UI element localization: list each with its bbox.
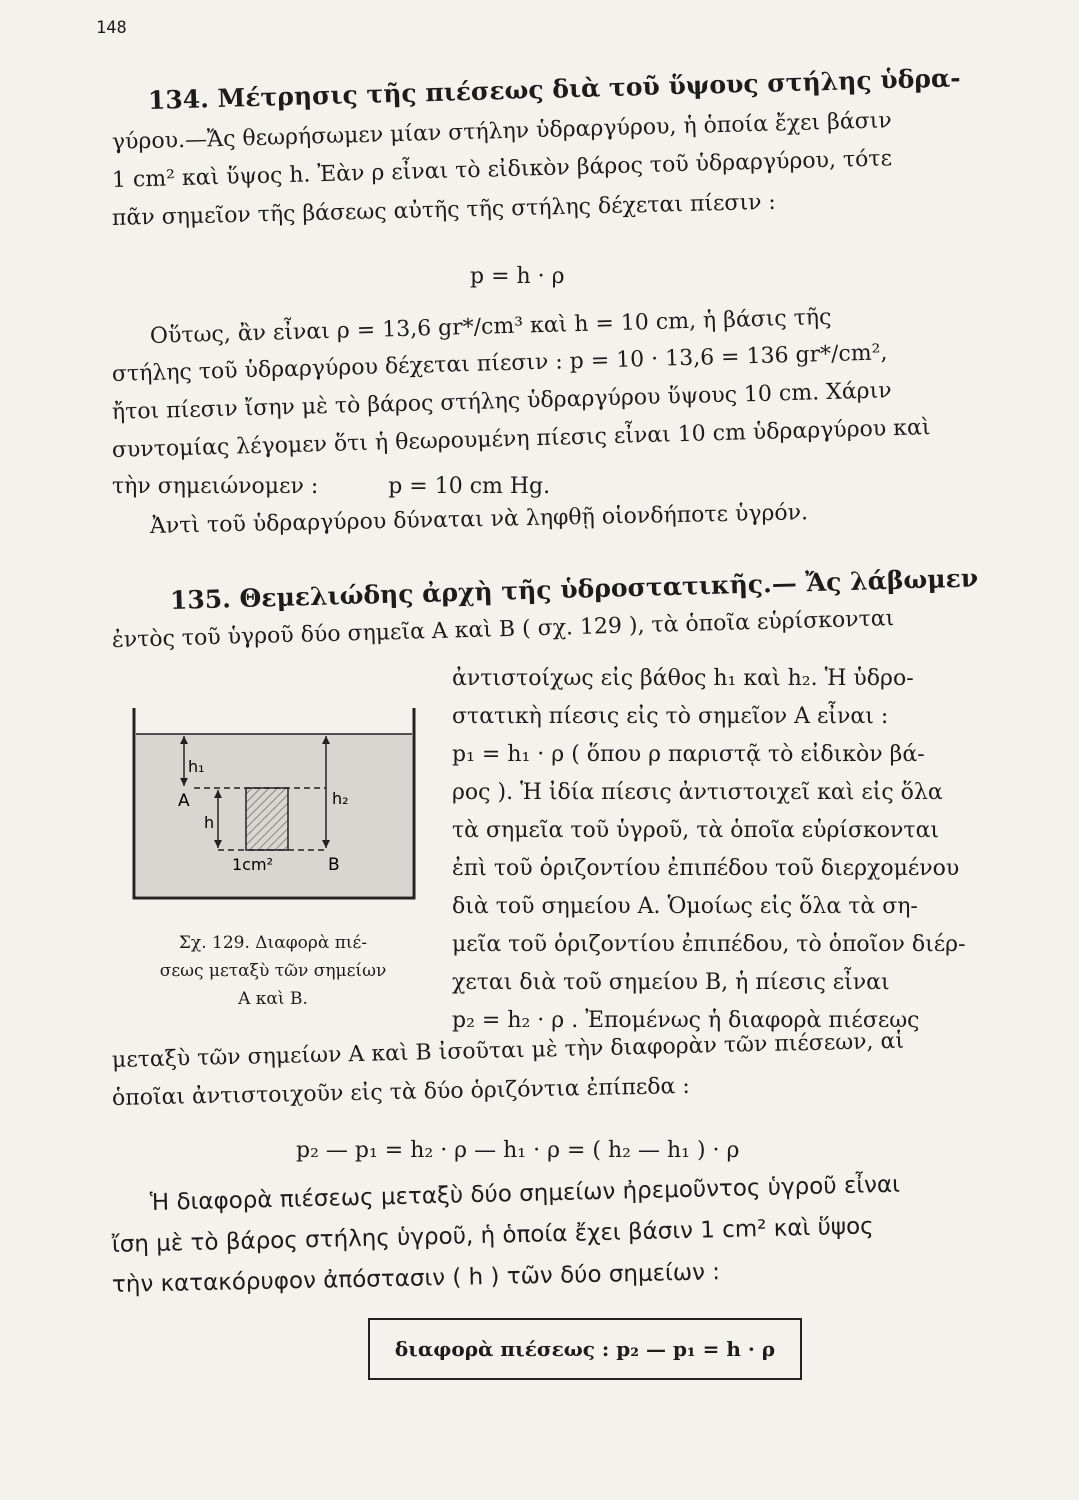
section-135-heading: 135. Θεμελιώδης ἀρχὴ τῆς ὑδροστατικῆς.— Ἄς λάβωμεν xyxy=(169,563,979,615)
equation-pressure-difference: p₂ — p₁ = h₂ · ρ — h₁ · ρ = ( h₂ — h₁ ) · ρ xyxy=(296,1138,740,1163)
paragraph-line: πᾶν σημεῖον τῆς βάσεως αὐτῆς τῆς στήλης δέχεται πίεσιν : xyxy=(111,189,777,231)
paragraph-line: τὰ σημεῖα τοῦ ὑγροῦ, τὰ ὁποῖα εὑρίσκονται xyxy=(452,818,940,843)
liquid-column xyxy=(246,788,288,850)
paragraph-line: ὁποῖαι ἀντιστοιχοῦν εἰς τὰ δύο ὁριζόντια ἐπίπεδα : xyxy=(111,1073,691,1111)
paragraph-line: ἀντιστοίχως εἰς βάθος h₁ καὶ h₂. Ἡ ὑδρο- xyxy=(452,666,914,691)
emphasis-line: τὴν κατακόρυφον ἀπόστασιν ( h ) τῶν δύο σημείων : xyxy=(111,1259,721,1298)
emphasis-line: Ἡ διαφορὰ πιέσεως μεταξὺ δύο σημείων ἠρεμοῦντος ὑγροῦ εἶναι xyxy=(149,1171,901,1216)
paragraph-line: ἐντὸς τοῦ ὑγροῦ δύο σημεῖα A καὶ B ( σχ. 129 ), τὰ ὁποῖα εὑρίσκονται xyxy=(111,606,895,653)
paragraph-line: στήλης τοῦ ὑδραργύρου δέχεται πίεσιν : p = 10 · 13,6 = 136 gr*/cm², xyxy=(111,340,888,387)
paragraph-line: μεῖα τοῦ ὁριζοντίου ἐπιπέδου, τὸ ὁποῖον διέρ- xyxy=(452,932,966,957)
paragraph-line: γύρου.—Ἄς θεωρήσωμεν μίαν στήλην ὑδραργύρου, ἡ ὁποία ἔχει βάσιν xyxy=(111,108,893,155)
figure-129-diagram xyxy=(128,708,428,908)
figure-caption-line: Σχ. 129. Διαφορὰ πιέ- xyxy=(178,933,368,953)
label-h2: h₂ xyxy=(332,789,349,808)
paragraph-line: τὴν σημειώνομεν : p = 10 cm Hg. xyxy=(112,474,551,499)
paragraph-line: μεταξὺ τῶν σημείων A καὶ B ἰσοῦται μὲ τὴν διαφορὰν τῶν πιέσεων, αἱ xyxy=(111,1028,905,1073)
section-134-heading: 134. Μέτρησις τῆς πιέσεως διὰ τοῦ ὕψους στήλης ὑδρα- xyxy=(147,63,961,115)
paragraph-line: p₁ = h₁ · ρ ( ὅπου ρ παριστᾷ τὸ εἰδικὸν βά- xyxy=(452,742,925,767)
paragraph-line: συντομίας λέγομεν ὅτι ἡ θεωρουμένη πίεσις εἶναι 10 cm ὑδραργύρου καὶ xyxy=(111,415,931,463)
boxed-formula: διαφορὰ πιέσεως : p₂ — p₁ = h · ρ xyxy=(368,1318,802,1380)
paragraph-line: στατικὴ πίεσις εἰς τὸ σημεῖον A εἶναι : xyxy=(452,704,889,729)
paragraph-line: Ἀντὶ τοῦ ὑδραργύρου δύναται νὰ ληφθῇ οἱονδήποτε ὑγρόν. xyxy=(149,500,809,539)
paragraph-line: διὰ τοῦ σημείου A. Ὁμοίως εἰς ὅλα τὰ ση- xyxy=(452,894,918,919)
label-h1: h₁ xyxy=(188,757,205,776)
page-number: 148 xyxy=(96,18,127,38)
equation-p-h-rho: p = h · ρ xyxy=(470,264,565,289)
paragraph-line: ἐπὶ τοῦ ὁριζοντίου ἐπιπέδου τοῦ διερχομένου xyxy=(452,856,960,881)
label-b: B xyxy=(328,855,340,875)
figure-caption-line: σεως μεταξὺ τῶν σημείων xyxy=(159,961,387,981)
paragraph-line: 1 cm² καὶ ὕψος h. Ἐὰν ρ εἶναι τὸ εἰδικὸν βάρος τοῦ ὑδραργύρου, τότε xyxy=(111,146,893,193)
figure-caption-line: A καὶ B. xyxy=(238,989,308,1009)
paragraph-line: ἤτοι πίεσιν ἴσην μὲ τὸ βάρος στήλης ὑδραργύρου ὕψους 10 cm. Χάριν xyxy=(111,378,892,425)
label-h: h xyxy=(204,813,215,832)
paragraph-line: χεται διὰ τοῦ σημείου B, ἡ πίεσις εἶναι xyxy=(452,970,890,995)
label-a: A xyxy=(178,791,190,811)
emphasis-line: ἴση μὲ τὸ βάρος στήλης ὑγροῦ, ἡ ὁποία ἔχει βάσιν 1 cm² καὶ ὕψος xyxy=(111,1213,874,1258)
label-area: 1cm² xyxy=(232,855,273,874)
paragraph-line: ρος ). Ἡ ἰδία πίεσις ἀντιστοιχεῖ καὶ εἰς ὅλα xyxy=(452,780,943,805)
paragraph-line: p₂ = h₂ · ρ . Ἐπομένως ἡ διαφορὰ πιέσεως xyxy=(452,1008,920,1033)
paragraph-line: Οὕτως, ἂν εἶναι ρ = 13,6 gr*/cm³ καὶ h = 10 cm, ἡ βάσις τῆς xyxy=(149,304,832,349)
